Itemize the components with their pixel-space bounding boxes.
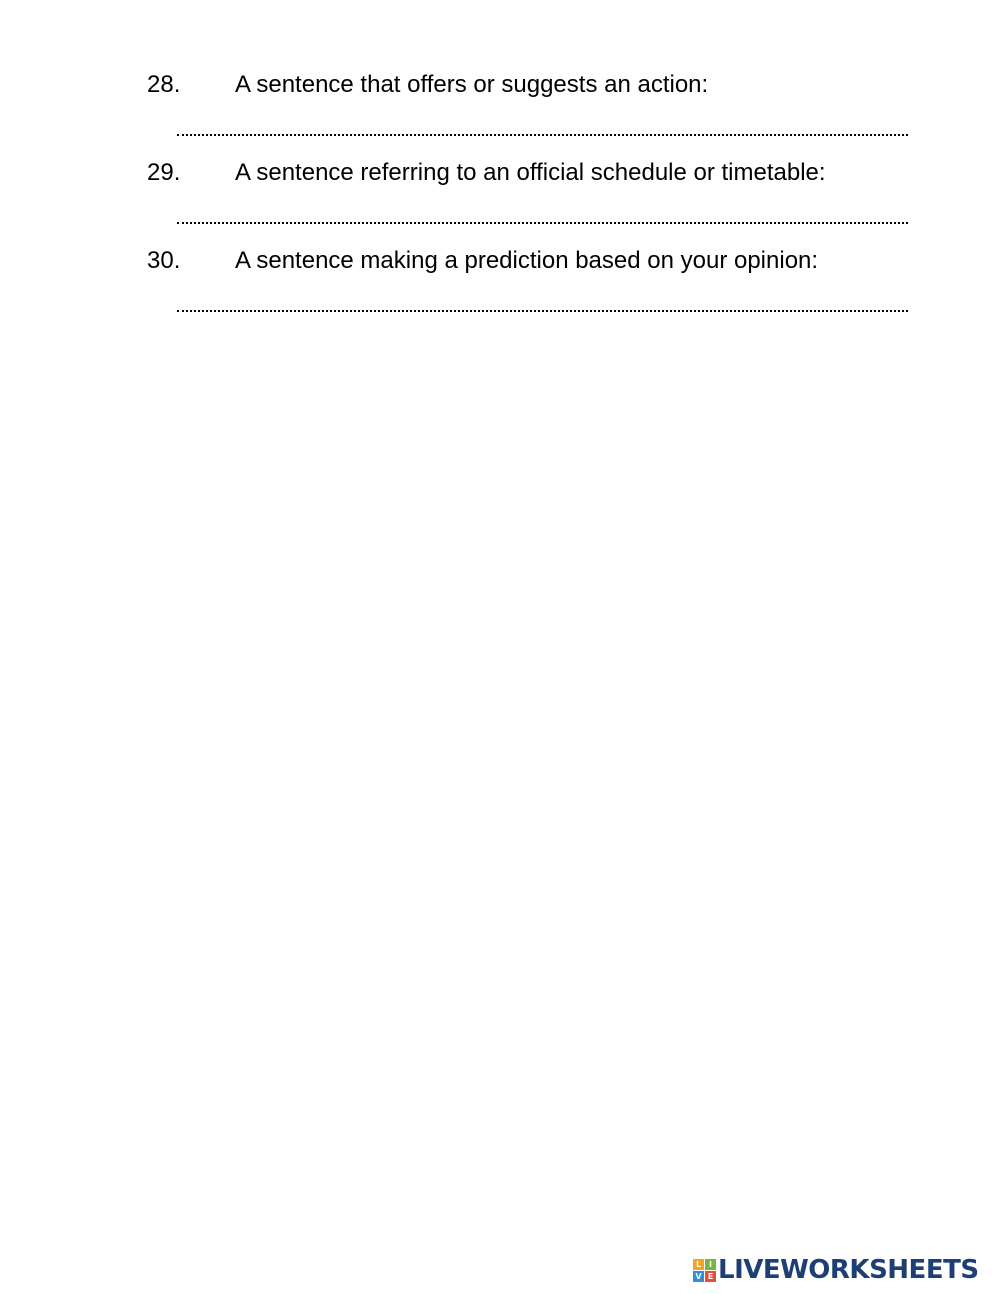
logo-mark-v: V	[693, 1271, 704, 1282]
logo-mark-e: E	[705, 1271, 716, 1282]
answer-field-29[interactable]	[177, 199, 908, 227]
question-prompt: A sentence that offers or suggests an action:	[235, 71, 709, 98]
question-30	[147, 247, 907, 335]
question-28	[147, 71, 907, 159]
answer-field-30[interactable]	[177, 287, 908, 315]
question-29	[147, 159, 907, 247]
logo-mark-i: I	[705, 1259, 716, 1270]
question-prompt: A sentence referring to an official schedule or timetable:	[235, 159, 826, 186]
answer-field-28[interactable]	[177, 111, 908, 139]
question-number: 30.	[147, 247, 181, 274]
question-prompt: A sentence making a prediction based on your opinion:	[235, 247, 819, 274]
liveworksheets-logo	[693, 1255, 979, 1285]
logo-mark-icon	[693, 1259, 716, 1282]
question-number: 29.	[147, 159, 181, 186]
logo-wordmark: LIVEWORKSHEETS	[718, 1255, 979, 1285]
logo-mark-l: L	[693, 1259, 704, 1270]
question-number: 28.	[147, 71, 181, 98]
